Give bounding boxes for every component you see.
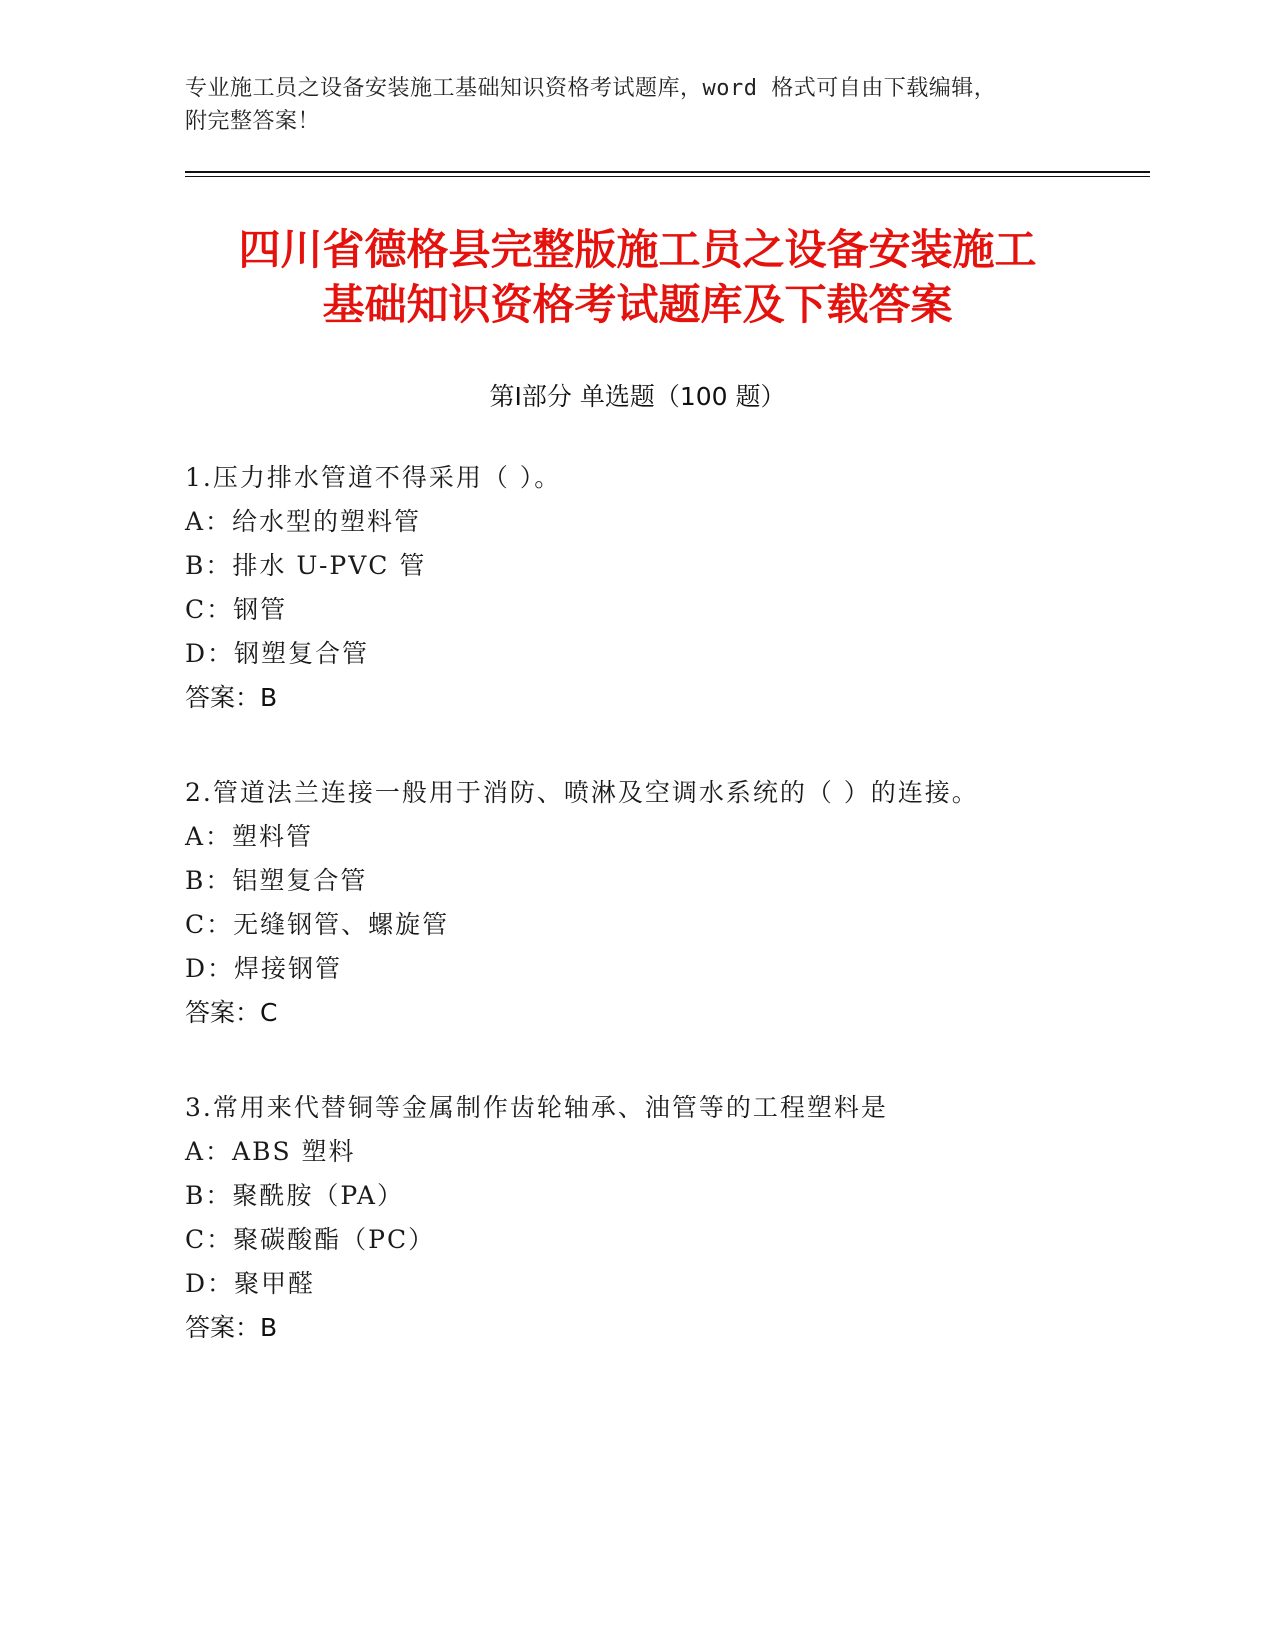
question-2 bbox=[185, 771, 1145, 1035]
option-a: A：塑料管 bbox=[185, 822, 314, 851]
question-stem: 2.管道法兰连接一般用于消防、喷淋及空调水系统的（ ）的连接。 bbox=[185, 778, 979, 807]
answer: 答案：C bbox=[185, 998, 278, 1027]
option-d: D：钢塑复合管 bbox=[185, 639, 370, 668]
section-heading: 第Ⅰ部分 单选题（100 题） bbox=[489, 382, 786, 411]
question-stem: 1.压力排水管道不得采用（ ）。 bbox=[185, 463, 562, 492]
option-c: C：无缝钢管、螺旋管 bbox=[185, 910, 450, 939]
option-a: A：ABS 塑料 bbox=[185, 1137, 356, 1166]
answer: 答案：B bbox=[185, 683, 278, 712]
header-note bbox=[185, 72, 1085, 138]
header-rule-thin bbox=[185, 176, 1150, 177]
question-3 bbox=[185, 1086, 1145, 1350]
option-b: B：排水 U-PVC 管 bbox=[185, 551, 427, 580]
option-b: B：铝塑复合管 bbox=[185, 866, 368, 895]
option-d: D：焊接钢管 bbox=[185, 954, 343, 983]
document-title-line-1: 四川省德格县完整版施工员之设备安装施工 bbox=[238, 225, 1037, 274]
header-note-line-2: 附完整答案！ bbox=[185, 109, 321, 134]
header-note-line-1: 专业施工员之设备安装施工基础知识资格考试题库，word 格式可自由下载编辑， bbox=[185, 76, 997, 101]
option-d: D：聚甲醛 bbox=[185, 1269, 316, 1298]
question-1 bbox=[185, 456, 1145, 720]
question-stem: 3.常用来代替铜等金属制作齿轮轴承、油管等的工程塑料是 bbox=[185, 1093, 888, 1122]
option-b: B：聚酰胺（PA） bbox=[185, 1181, 404, 1210]
document-title bbox=[150, 222, 1125, 332]
option-c: C：聚碳酸酯（PC） bbox=[185, 1225, 436, 1254]
option-c: C：钢管 bbox=[185, 595, 288, 624]
option-a: A：给水型的塑料管 bbox=[185, 507, 422, 536]
answer: 答案：B bbox=[185, 1313, 278, 1342]
header-rule-thick bbox=[185, 171, 1150, 173]
document-title-line-2: 基础知识资格考试题库及下载答案 bbox=[322, 280, 953, 329]
